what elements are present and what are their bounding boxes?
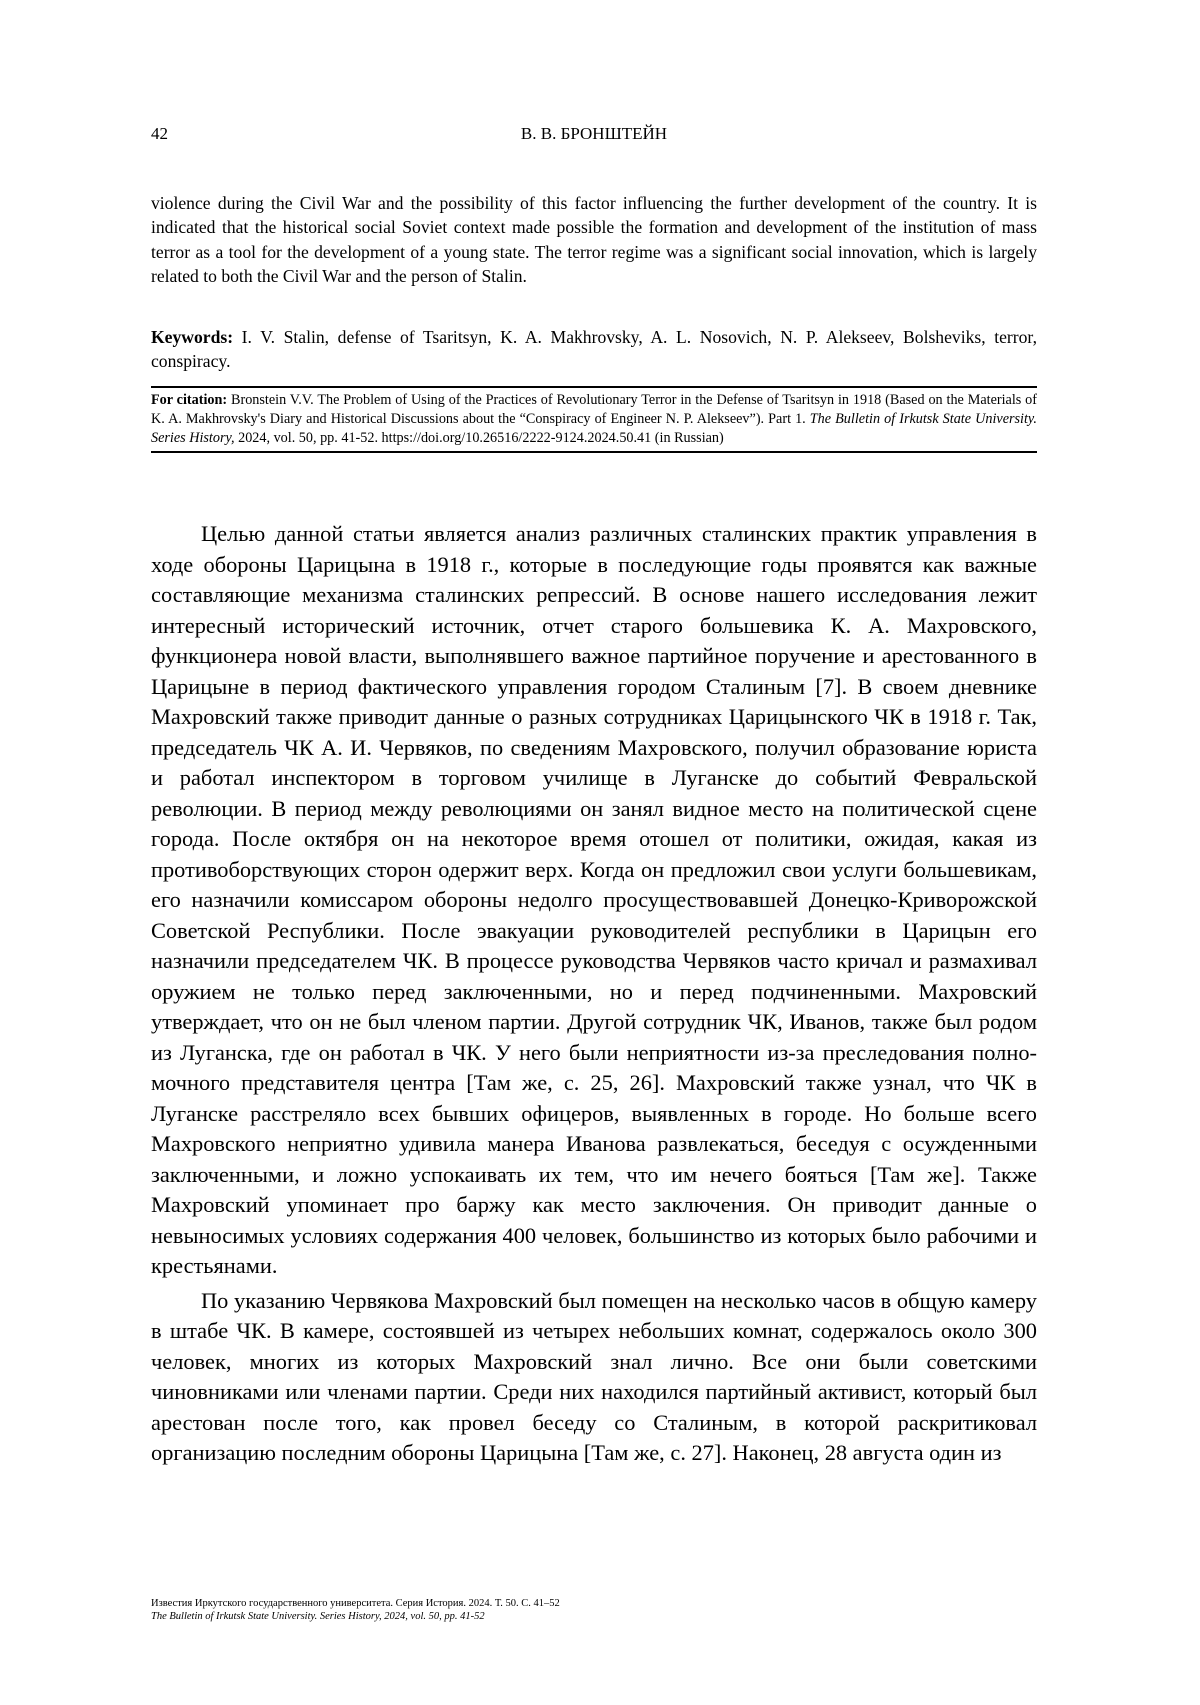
running-head-author: В. В. БРОНШТЕЙН [520,124,668,143]
footer-russian: Известия Иркутского государственного университета. Серия История. 2024. Т. 50. С. 41–52 [151,1598,560,1609]
citation-text-before: Bronstein V.V. The Problem of Using of the Practices of Revolutionary Terror in the Defense of Tsaritsyn in 1918 (Based on the Materials of K. A. Makhrovsky's Diary and Historical Discussions about the “Conspiracy of Engineer N. P. Alekseev”). Part 1. [151,392,1038,427]
article-body [151,519,1037,1469]
body-paragraph: По указанию Червякова Махровский был помещен на несколько часов в общую камеру в штабе ЧК. В камере, состоявшей из четырех небольших комнат, содержалось около 300 человек, многих из которых Махровский знал лично. Все они были советскими чиновниками или членами партии. Среди них находился партийный активист, который был арестован после того, как провел беседу со Сталиным, в которой раскритиковал организацию последним обороны Царицына [Там же, с. 27]. Наконец, 28 августа один из [151,1287,1037,1465]
journal-page [151,0,1037,1705]
keywords-text: I. V. Stalin, defense of Tsaritsyn, K. A. Makhrovsky, A. L. Nosovich, N. P. Alekseev, Bolsheviks, terror, conspiracy. [151,327,1037,372]
citation-text-after: 2024, vol. 50, pp. 41-52. https://doi.org/10.26516/2222-9124.2024.50.41 (in Russian) [234,430,724,446]
abstract-text: violence during the Civil War and the possibility of this factor influencing the further development of the country. It is indicated that the historical social Soviet context made possible the formation and development of the institution of mass terror as a tool for the development of a young state. The terror regime was a significant social innovation, which is largely related to both the Civil War and the person of Stalin. [151,193,1037,287]
keywords-block [151,325,1037,374]
page-footer [151,1597,1037,1623]
citation-journal: The Bulletin of Irkutsk State University. Series History, [151,411,1037,446]
citation-box [151,386,1037,453]
footer-english: The Bulletin of Irkutsk State University. Series History, 2024, vol. 50, pp. 41-52 [151,1611,485,1622]
body-paragraph: Целью данной статьи является анализ различных сталинских практик управления в ходе обороны Царицына в 1918 г., которые в последующие годы проявятся как важные составляющие механизма сталинских репрессий. В основе нашего исследования лежит интересный исторический источник, отчет старого большевика К. А. Махровского, функционера новой власти, выполнявшего важное партийное поручение и арестованного в Царицыне в период фактического управления городом Сталиным [7]. В своем дневнике Махровский также приводит данные о разных сотрудниках Царицынского ЧК в 1918 г. Так, председатель ЧК А. И. Червяков, по сведениям Махровского, получил образование юриста и работал инспектором в торговом училище в Луганске до событий Февральской революции. В период между революциями он занял видное место на политической сцене города. После октября он на некоторое время отошел от политики, ожидая, какая из противоборствующих сторон одержит верх. Когда он предложил свои услуги большевикам, его назначили комиссаром обороны недолго просуществовавшей Донецко-Криворожской Советской Республики. После эвакуации руководителей республики в Царицын его назначили председателем ЧК. В процессе руководства Червяков часто кричал и размахивал оружием не только перед заключенными, но и перед подчиненными. Махровский утверждает, что он не был членом партии. Другой сотрудник ЧК, Иванов, также был родом из Луганска, где он работал в ЧК. У него были неприятности из-за преследования полномочного представителя центра [Там же, с. 25, 26]. Махровский также узнал, что ЧК в Луганске расстреляло всех бывших офицеров, выявленных в городе. Но больше всего Махровского неприятно удивила манера Иванова развлекаться, беседуя с осужденными заключенными, и ложно успокаивать их тем, что им нечего бояться [Там же]. Также Махровский упоминает про баржу как место заключения. Он приводит данные о невыносимых условиях содержания 400 человек, большинство из которых было рабочими и крестьянами. [151,521,1037,1278]
page-number: 42 [151,124,168,143]
abstract-continuation [151,191,1037,289]
running-head [151,124,1037,150]
citation-label: For citation: [151,392,228,408]
keywords-label: Keywords: [151,327,234,347]
